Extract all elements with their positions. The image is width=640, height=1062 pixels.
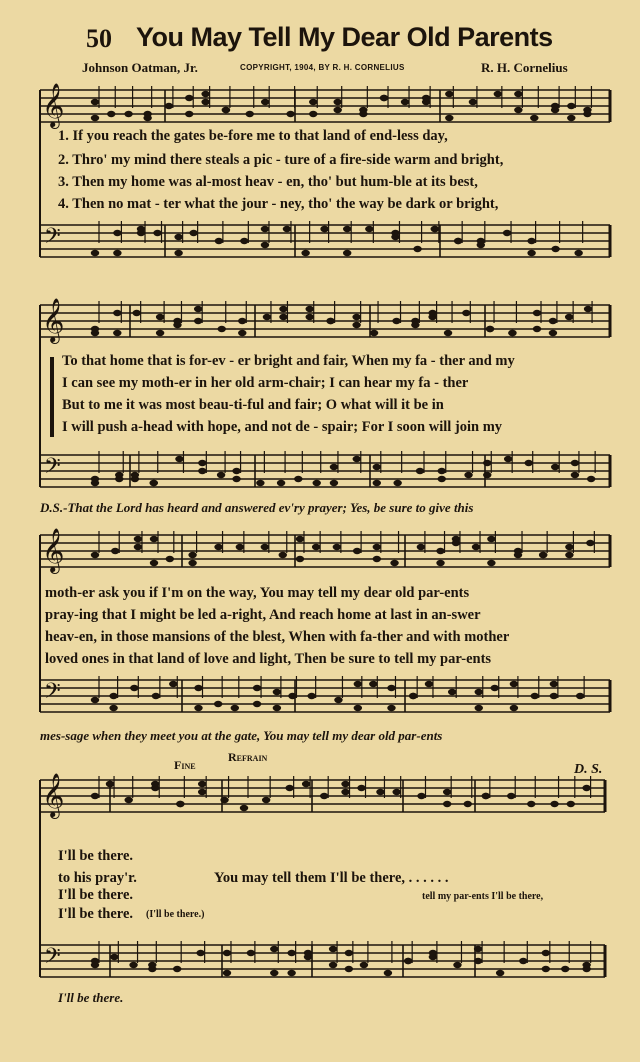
note-head [270,970,278,976]
note-head [214,544,222,550]
repeat-bar [50,357,54,437]
note-head [561,966,569,972]
note-head [429,950,437,956]
note-head [472,544,480,550]
note-head [352,314,360,320]
note-head [551,246,559,252]
note-head [113,250,121,256]
note-head [391,230,399,236]
note-head [185,111,193,117]
note-head [345,966,353,972]
note-head [176,801,184,807]
lyricist: Johnson Oatman, Jr. [82,60,198,75]
note-head [354,705,362,711]
treble-clef: 𝄞 [42,298,65,342]
verse-1-line: I'll be there. [58,848,134,864]
note-head [550,801,558,807]
note-head [413,246,421,252]
note-head [131,472,139,478]
ds-lyric-line: D.S.-That the Lord has heard and answered ev'ry prayer; Yes, be sure to give this [40,500,474,515]
note-head [582,962,590,968]
note-head [91,552,99,558]
note-head [113,330,121,336]
verse-3-line: I'll be there. [58,887,134,903]
note-head [551,464,559,470]
note-head [353,456,361,462]
note-head [148,962,156,968]
note-head [124,111,132,117]
note-head [507,793,515,799]
note-head [329,946,337,952]
note-head [173,322,181,328]
note-head [525,460,533,466]
note-head [486,326,494,332]
note-head [137,226,145,232]
note-head [296,536,304,542]
note-head [487,536,495,542]
note-head [352,322,360,328]
note-head [214,701,222,707]
note-head [236,544,244,550]
note-head [384,970,392,976]
bass-final: I'll be there. [58,990,124,1005]
verse-3-line: heav-en, in those mansions of the blest, When with fa-ther and with mother [45,629,510,645]
note-head [387,685,395,691]
note-head [445,115,453,121]
note-head [443,789,451,795]
note-head [231,705,239,711]
note-head [411,322,419,328]
note-head [444,330,452,336]
note-head [132,310,140,316]
note-head [261,226,269,232]
note-head [261,242,269,248]
note-head [345,950,353,956]
note-head [474,958,482,964]
note-head [153,230,161,236]
note-head [477,242,485,248]
note-head [380,95,388,101]
note-head [464,472,472,478]
note-head [174,250,182,256]
note-head [510,705,518,711]
note-head [370,330,378,336]
note-head [341,789,349,795]
note-head [107,111,115,117]
note-head [313,480,321,486]
note-head [357,785,365,791]
note-head [198,789,206,795]
note-head [475,705,483,711]
composer: R. H. Cornelius [481,60,568,75]
note-head [115,472,123,478]
note-head [173,966,181,972]
note-head [373,464,381,470]
note-head [483,472,491,478]
note-head [582,785,590,791]
note-head [587,476,595,482]
note-head [527,250,535,256]
verse-4-line: 4. Then no mat - ter what the jour - ney, tho' the way be dark or bright, [58,196,499,212]
note-head [198,468,206,474]
note-head [353,548,361,554]
note-head [194,705,202,711]
note-head [483,460,491,466]
note-head [279,314,287,320]
note-head [527,801,535,807]
note-head [91,480,99,486]
note-head [531,693,539,699]
note-head [256,480,264,486]
note-head [417,544,425,550]
note-head [110,954,118,960]
note-head [354,681,362,687]
note-head [238,318,246,324]
note-head [283,226,291,232]
note-head [341,781,349,787]
note-head [438,468,446,474]
note-head [201,91,209,97]
note-head [469,99,477,105]
note-head [551,103,559,109]
note-head [194,685,202,691]
note-head [567,115,575,121]
note-head [240,805,248,811]
verse-4-line: I'll be there. [58,906,134,922]
note-head [174,234,182,240]
note-head [514,91,522,97]
note-head [218,326,226,332]
note-head [91,250,99,256]
treble-clef: 𝄞 [42,83,65,127]
note-head [404,958,412,964]
note-head [565,544,573,550]
note-head [373,544,381,550]
note-head [329,962,337,968]
note-head [287,950,295,956]
ds-mark: D. S. [574,762,603,777]
note-head [309,99,317,105]
note-head [188,560,196,566]
treble-clef: 𝄞 [42,528,65,572]
bass-lyric-line: mes-sage when they meet you at the gate, You may tell my dear old par-ents [40,728,443,743]
note-head [134,544,142,550]
note-head [185,95,193,101]
note-head [261,99,269,105]
note-head [454,238,462,244]
note-head [494,91,502,97]
note-head [422,95,430,101]
note-head [567,103,575,109]
note-head [91,99,99,105]
note-head [445,91,453,97]
tenor-line: You may tell them I'll be there, . . . . . . [214,870,449,886]
note-head [232,476,240,482]
hymn-number: 50 [86,24,112,53]
note-head [425,681,433,687]
note-head [238,330,246,336]
note-head [475,689,483,695]
note-head [565,314,573,320]
note-head [270,946,278,952]
note-head [130,685,138,691]
note-head [438,476,446,482]
note-head [188,552,196,558]
note-head [240,238,248,244]
note-head [539,552,547,558]
note-head [91,697,99,703]
note-head [392,318,400,324]
copyright-notice: COPYRIGHT, 1904, BY R. H. CORNELIUS [240,63,405,72]
note-head [217,472,225,478]
note-head [574,250,582,256]
note-head [373,480,381,486]
note-head [301,250,309,256]
note-head [253,701,261,707]
note-head [533,310,541,316]
note-head [247,950,255,956]
note-head [584,306,592,312]
note-head [262,797,270,803]
note-head [287,970,295,976]
note-head [343,226,351,232]
bass-echo: tell my par-ents I'll be there, [422,891,544,902]
note-head [567,801,575,807]
note-head [150,480,158,486]
note-head [436,548,444,554]
note-head [279,306,287,312]
note-head [194,318,202,324]
note-head [576,693,584,699]
note-head [359,107,367,113]
note-head [333,107,341,113]
note-head [586,540,594,546]
note-head [565,552,573,558]
verse-3-line: But to me it was most beau-ti-ful and fair; O what will it be in [62,397,444,413]
note-head [198,781,206,787]
note-head [519,958,527,964]
note-head [416,468,424,474]
note-head [550,693,558,699]
note-head [263,314,271,320]
note-head [304,950,312,956]
note-head [106,781,114,787]
note-head [343,250,351,256]
bass-clef: 𝄢 [44,679,61,709]
note-head [462,310,470,316]
note-head [464,801,472,807]
verse-2-line: I can see my moth-er in her old arm-chair; I can hear my fa - ther [62,375,469,391]
note-head [294,476,302,482]
note-head [109,693,117,699]
note-head [296,556,304,562]
note-head [452,540,460,546]
note-head [312,544,320,550]
note-head [306,314,314,320]
note-head [333,99,341,105]
note-head [91,962,99,968]
note-head [134,536,142,542]
note-head [320,226,328,232]
note-head [330,464,338,470]
verse-2-line: to his pray'r. [58,870,137,886]
note-head [306,306,314,312]
verse-1-line: 1. If you reach the gates be-fore me to that land of end-less day, [58,128,448,144]
note-head [286,111,294,117]
note-head [320,793,328,799]
note-head [503,230,511,236]
note-head [549,330,557,336]
note-head [151,781,159,787]
note-head [496,970,504,976]
note-head [392,789,400,795]
note-head [369,681,377,687]
note-head [365,226,373,232]
note-head [194,306,202,312]
note-head [431,226,439,232]
echo-text: (I'll be there.) [146,909,205,920]
hymn-title: You May Tell My Dear Old Parents [136,22,553,52]
note-head [373,556,381,562]
note-head [549,318,557,324]
note-head [571,472,579,478]
note-head [279,552,287,558]
note-head [220,797,228,803]
note-head [583,107,591,113]
note-head [491,685,499,691]
note-head [514,548,522,554]
note-head [533,326,541,332]
note-head [91,330,99,336]
note-head [530,115,538,121]
note-head [113,310,121,316]
note-head [527,238,535,244]
note-head [326,318,334,324]
note-head [156,330,164,336]
note-head [152,693,160,699]
bass-clef: 𝄢 [44,454,61,484]
note-head [390,560,398,566]
note-head [150,560,158,566]
note-head [143,115,151,121]
note-head [129,962,137,968]
note-head [409,693,417,699]
bass-clef: 𝄢 [44,944,61,974]
note-head [487,560,495,566]
note-head [277,480,285,486]
note-head [387,705,395,711]
note-head [504,456,512,462]
note-head [436,560,444,566]
bass-clef: 𝄢 [44,224,61,254]
note-head [109,705,117,711]
note-head [285,785,293,791]
note-head [309,111,317,117]
note-head [550,681,558,687]
note-head [232,468,240,474]
note-head [273,689,281,695]
verse-1-line: moth-er ask you if I'm on the way, You may tell my dear old par-ents [45,585,470,601]
note-head [150,536,158,542]
note-head [428,314,436,320]
note-head [253,685,261,691]
note-head [175,456,183,462]
note-head [91,793,99,799]
verse-2-line: pray-ing that I might be led a-right, And reach home at last in an-swer [45,607,481,623]
note-head [393,480,401,486]
note-head [453,962,461,968]
note-head [196,950,204,956]
note-head [189,230,197,236]
note-head [288,693,296,699]
note-head [166,556,174,562]
verse-2-line: 2. Thro' my mind there steals a pic - ture of a fire-side warm and bright, [58,152,504,168]
note-head [334,697,342,703]
note-head [448,689,456,695]
fine-mark: Fine [174,758,196,772]
note-head [571,460,579,466]
note-head [401,99,409,105]
note-head [508,330,516,336]
note-head [125,797,133,803]
note-head [482,793,490,799]
note-head [201,99,209,105]
note-head [198,460,206,466]
note-head [514,107,522,113]
note-head [542,966,550,972]
note-head [246,111,254,117]
verse-1-line: To that home that is for-ev - er bright and fair, When my fa - ther and my [62,353,515,369]
verse-4-line: I will push a-head with hope, and not de - spair; For I soon will join my [62,419,503,435]
note-head [215,238,223,244]
refrain-mark: Refrain [228,750,268,764]
verse-4-line: loved ones in that land of love and light, Then be sure to tell my par-ents [45,651,492,667]
treble-clef: 𝄞 [42,773,65,817]
note-head [307,693,315,699]
note-head [261,544,269,550]
note-head [443,801,451,807]
note-head [223,970,231,976]
note-head [169,681,177,687]
note-head [111,548,119,554]
note-head [222,107,230,113]
note-head [474,946,482,952]
note-head [273,705,281,711]
note-head [510,681,518,687]
note-head [113,230,121,236]
note-head [542,950,550,956]
note-head [156,314,164,320]
note-head [91,115,99,121]
note-head [360,962,368,968]
note-head [417,793,425,799]
verse-3-line: 3. Then my home was al-most heav - en, tho' but hum-ble at its best, [58,174,478,190]
note-head [223,950,231,956]
note-head [376,789,384,795]
note-head [302,781,310,787]
note-head [333,544,341,550]
note-head [165,103,173,109]
note-head [330,480,338,486]
